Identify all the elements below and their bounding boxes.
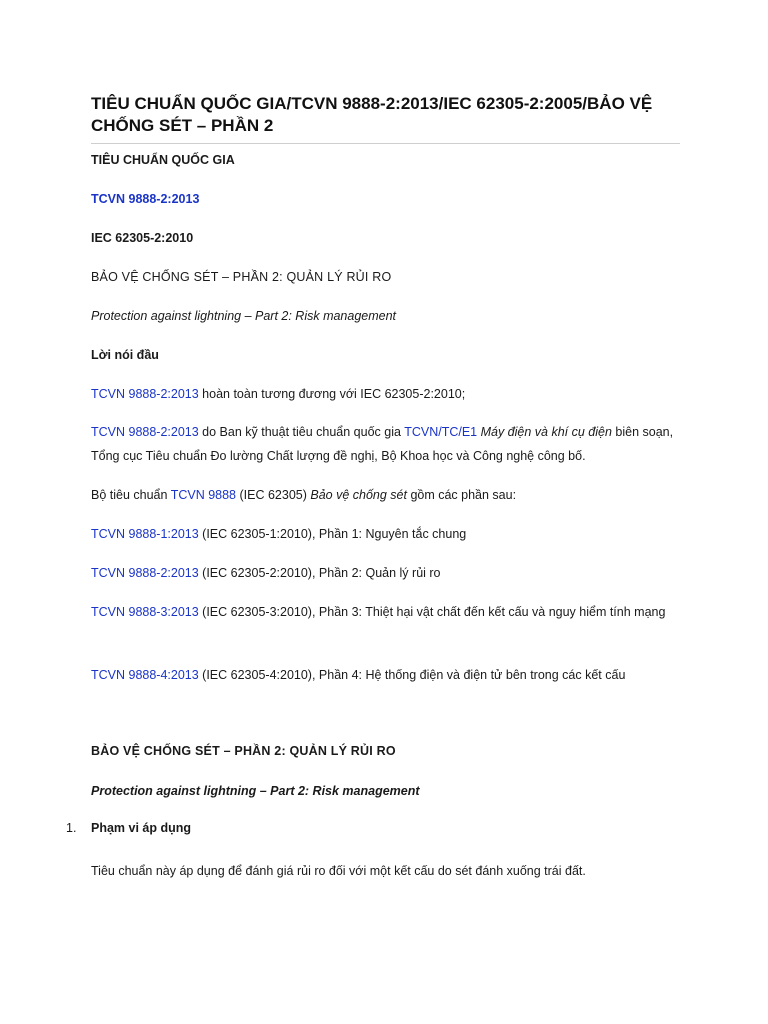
part-link[interactable]: TCVN 9888-3:2013 [91,605,199,619]
part-list-item [91,522,691,546]
series-title: Bảo vệ chống sét [310,488,407,502]
vn-standard-title: BẢO VỆ CHỐNG SÉT – PHẦN 2: QUẢN LÝ RỦI RO [91,270,392,284]
paragraph-text: Bộ tiêu chuẩn [91,488,171,502]
paragraph-text: biên soạn, Tổng cục Tiêu chuẩn Đo lường Chất lượng đề nghị, Bộ Khoa học và Công nghệ công bố. [91,425,674,463]
section-1-text: Tiêu chuẩn này áp dụng để đánh giá rủi ro đối với một kết cấu do sét đánh xuống trái đất. [91,864,586,878]
tcvn-link[interactable]: TCVN 9888-2:2013 [91,425,199,439]
part-list-item [91,663,691,687]
paragraph-text: hoàn toàn tương đương với IEC 62305-2:2010; [198,387,466,401]
title-divider [91,143,680,144]
tcvn-series-link[interactable]: TCVN 9888 [170,488,237,502]
part-description: (IEC 62305-2:2010), Phần 2: Quản lý rủi ro [198,566,441,580]
part-link[interactable]: TCVN 9888-1:2013 [91,527,199,541]
paragraph-text: do Ban kỹ thuật tiêu chuẩn quốc gia [198,425,405,439]
national-standard-label: TIÊU CHUẨN QUỐC GIA [91,153,235,167]
part-description: (IEC 62305-4:2010), Phần 4: Hệ thống điện và điện tử bên trong các kết cấu [198,668,626,682]
part-link[interactable]: TCVN 9888-4:2013 [91,668,199,682]
part-link[interactable]: TCVN 9888-2:2013 [91,566,199,580]
paragraph-text: (IEC 62305) [236,488,311,502]
foreword-paragraph-1 [91,382,691,406]
part-description: (IEC 62305-1:2010), Phần 1: Nguyên tắc chung [198,527,467,541]
committee-name: Máy điện và khí cụ điện [477,425,612,439]
foreword-heading: Lời nói đầu [91,348,159,362]
tcvn-link[interactable]: TCVN 9888-2:2013 [91,387,199,401]
foreword-paragraph-2 [91,420,691,468]
en-standard-title: Protection against lightning – Part 2: Risk management [91,309,397,323]
body-vn-title: BẢO VỆ CHỐNG SÉT – PHẦN 2: QUẢN LÝ RỦI RO [91,744,396,758]
section-number: 1. [66,821,77,835]
part-list-item [91,600,681,624]
tcvn-code-link[interactable]: TCVN 9888-2:2013 [91,192,200,206]
iec-code: IEC 62305-2:2010 [91,231,194,245]
part-list-item [91,561,691,585]
body-en-title: Protection against lightning – Part 2: Risk management [91,784,420,798]
section-1-heading [66,816,691,840]
part-description: (IEC 62305-3:2010), Phần 3: Thiệt hại vật chất đến kết cấu và nguy hiểm tính mạng [198,605,666,619]
committee-link[interactable]: TCVN/TC/E1 [404,425,478,439]
section-title: Phạm vi áp dụng [91,821,192,835]
paragraph-text: gồm các phần sau: [406,488,517,502]
foreword-paragraph-3 [91,483,691,507]
document-title: TIÊU CHUẨN QUỐC GIA/TCVN 9888-2:2013/IEC 62305-2:2005/BẢO VỆ CHỐNG SÉT – PHẦN 2 [91,94,653,135]
